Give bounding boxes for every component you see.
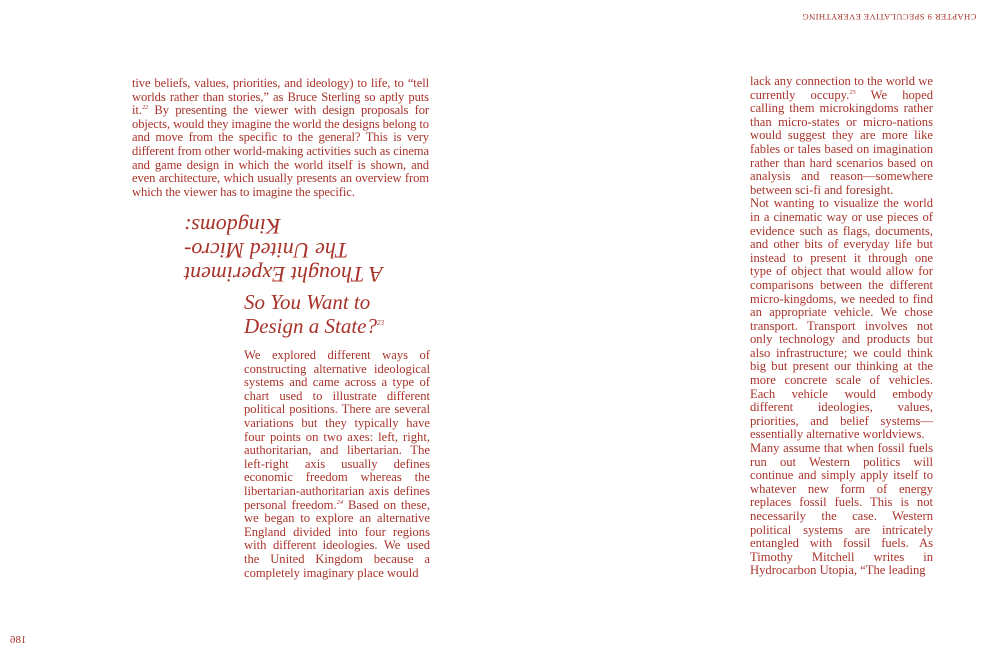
section-heading-line1: The United Micro-Kingdoms: — [184, 214, 349, 263]
right-paragraph-1-text-continued: We hoped calling them microkingdoms rather than micro-states or micro-nations would suggest they are more like fables or tales based on imagination rather than hard scenarios based on analysis and reason—somewhere between sci-fi and foresight. — [750, 87, 933, 197]
footnote-ref-24[interactable]: 24 — [336, 498, 344, 506]
right-column — [750, 75, 933, 578]
running-head-text: CHAPTER 9 SPECULATIVE EVERYTHING — [801, 12, 976, 22]
section-heading — [184, 214, 430, 286]
right-paragraph-2: Not wanting to visualize the world in a cinematic way or use pieces of evidence such as flags, documents, and other bits of everyday life but instead to present it through one type of object that would allow for comparisons between the different micro-kingdoms, we needed to find an appropriate vehicle. We chose transport. Transport involves not only technology and products but also infrastructure; we could think big but present our thinking at the more concrete scale of vehicles. Each vehicle would embody different ideologies, values, priorities, and belief systems—essentially alternative worldviews. — [750, 196, 933, 442]
running-head — [802, 12, 976, 22]
right-page — [492, 0, 984, 666]
right-paragraph-1 — [750, 75, 933, 197]
intro-paragraph — [132, 77, 429, 199]
column-paragraph-text: We explored different ways of constructing alternative ideological systems and came across a type of chart used to illustrate different political positions. There are several variations but they typically have four points on two axes: left, right, authoritarian, and libertarian. The left-right axis usually defines economic freedom whereas the libertarian-authoritarian axis defines personal freedom. — [244, 348, 430, 512]
sub-heading — [244, 290, 434, 338]
intro-paragraph-text: tive beliefs, values, priorities, and ideology) to life, to “tell worlds rather than stories,” as Bruce Sterling so aptly puts it. — [132, 76, 429, 118]
column-paragraph-text-continued: Based on these, we began to explore an alternative England divided into four regions with different ideologies. We used the United Kingdom because a completely imaginary place would — [244, 497, 431, 580]
page-number — [10, 634, 27, 646]
footnote-ref-25[interactable]: 25 — [849, 88, 856, 96]
section-heading-line2: A Thought Experiment — [184, 262, 383, 287]
footnote-ref-22[interactable]: 22 — [141, 104, 149, 111]
right-paragraph-1-text: lack any connection to the world we currently occupy. — [750, 74, 933, 102]
page-number-text: 186 — [10, 634, 27, 646]
intro-paragraph-text-continued: By presenting the viewer with design proposals for objects, would they imagine the world the designs belong to and move from the specific to the general? This is very different from other world-making activities such as cinema and game design in which the world itself is shown, and even architecture, which usually presents an overview from which the viewer has to imagine the specific. — [132, 103, 429, 199]
column-paragraph — [244, 349, 430, 580]
sub-heading-text: So You Want to Design a State? — [244, 290, 377, 338]
footnote-ref-23[interactable]: 23 — [376, 319, 384, 327]
right-paragraph-3: Many assume that when fossil fuels run out Western politics will continue and simply apply itself to whatever new form of energy replaces fossil fuels. This is not necessarily the case. Western political systems are intricately entangled with fossil fuels. As Timothy Mitchell writes in Hydrocarbon Utopia, “The leading — [750, 441, 933, 578]
